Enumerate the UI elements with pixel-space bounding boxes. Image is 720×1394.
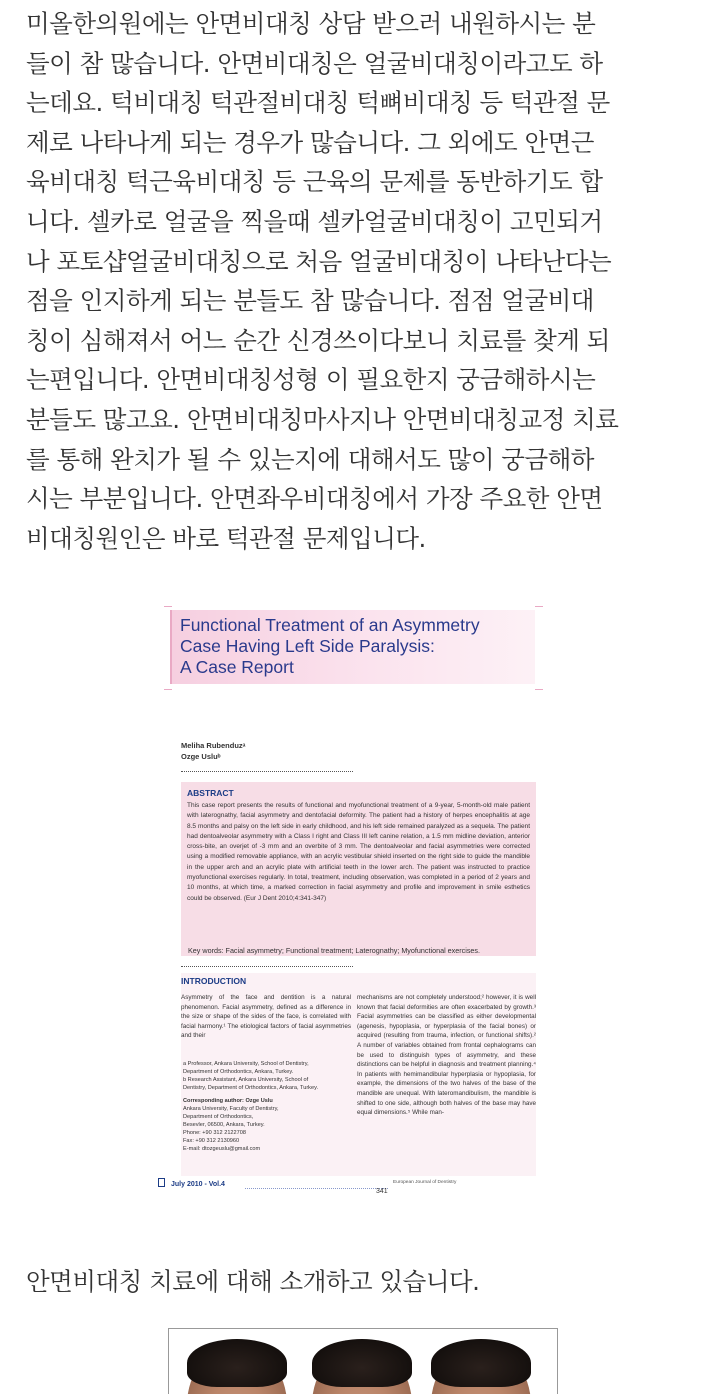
intro-paragraph (26, 4, 700, 558)
footer-issue-text: July 2010 - Vol.4 (171, 1181, 225, 1188)
patient-photos (168, 1328, 558, 1394)
introduction-left-column: Asymmetry of the face and dentition is a natural phenomenon. Facial asymmetry, defined as a difference in the size or shape of the sides of the face, is correlated with facial harmony.¹ The etiological factors of facial asymmetries and their (181, 994, 351, 1040)
affiliation-line: a Professor, Ankara University, School of Dentistry, (183, 1061, 309, 1067)
paper-authors (181, 740, 246, 762)
divider (245, 1188, 388, 1189)
intro-line: 분들도 많고요. 안면비대칭마사지나 안면비대칭교정 치료 (26, 404, 619, 434)
intro-line: 는편입니다. 안면비대칭성형 이 필요한지 궁금해하시는 (26, 365, 596, 395)
affiliations (183, 1060, 351, 1153)
author-name: Ozge Usluᵇ (181, 752, 221, 761)
patient-face-photo (187, 1345, 287, 1394)
paper-title-line: Functional Treatment of an Asymmetry (180, 615, 480, 635)
patient-face-photo (312, 1345, 412, 1394)
intro-line: 시는 부분입니다. 안면좌우비대칭에서 가장 주요한 안면 (26, 484, 603, 514)
divider (181, 771, 353, 772)
correspondence-line: Phone: +90 312 2122708 (183, 1130, 246, 1136)
hair (431, 1339, 531, 1387)
intro-line: 비대칭원인은 바로 턱관절 문제입니다. (26, 523, 426, 553)
correspondence-line: Fax: +90 312 2130960 (183, 1138, 240, 1144)
affiliation-line: b Research Assistant, Ankara University, School of (183, 1077, 309, 1083)
paper-title (180, 615, 480, 678)
introduction-heading: INTRODUCTION (181, 976, 247, 986)
intro-line: 니다. 셀카로 얼굴을 찍을때 셀카얼굴비대칭이 고민되거 (26, 206, 603, 236)
paper-title-line: A Case Report (180, 657, 294, 677)
correspondence-line: Besevler, 06500, Ankara, Turkey. (183, 1122, 265, 1128)
intro-line: 점을 인지하게 되는 분들도 참 많습니다. 점점 얼굴비대 (26, 286, 594, 316)
introduction-right-column: mechanisms are not completely understood;² however, it is well known that facial deformities are often exacerbated by growth.³ Facial asymmetries can be classified as either developmental (agenesis, hypoplasia, or hyperplasia of the facial bones) or acquired (resulting from trauma, infection, or functional shifts).² A number of variables obtained from frontal cephalograms can be used to distinguish types of asymmetry, and these distinctions can be helpful in diagnosis and treatment planning.⁴ In patients with hemimandibular hyperplasia or hypoplasia, for example, the dimensions of the two halves of the base of the mandible are unequal. With lateromandibulism, the mandible is shifted to one side, although both halves of the base may have equal dimensions.⁵ While man- (357, 994, 536, 1117)
correspondence-line: Department of Orthodontics, (183, 1114, 254, 1120)
intro-line: 를 통해 완치가 될 수 있는지에 대해서도 많이 궁금해하 (26, 444, 594, 474)
intro-line: 는데요. 턱비대칭 턱관절비대칭 턱뼈비대칭 등 턱관절 문 (26, 88, 610, 118)
paper-page-number: 341 (376, 1188, 388, 1195)
correspondence-line: Corresponding author: Ozge Uslu (183, 1098, 273, 1104)
intro-line: 나 포토샵얼굴비대칭으로 처음 얼굴비대칭이 나타난다는 (26, 246, 612, 276)
intro-line: 칭이 심해져서 어느 순간 신경쓰이다보니 치료를 찾게 되 (26, 325, 610, 355)
intro-line: 미올한의원에는 안면비대칭 상담 받으러 내원하시는 분 (26, 9, 596, 38)
intro-line: 제로 나타나게 되는 경우가 많습니다. 그 외에도 안면근 (26, 127, 594, 157)
intro-line: 육비대칭 턱근육비대칭 등 근육의 문제를 동반하기도 합 (26, 167, 603, 197)
keywords: Key words: Facial asymmetry; Functional treatment; Laterognathy; Myofunctional exercises. (188, 946, 481, 955)
patient-face-photo (431, 1345, 531, 1394)
hair (187, 1339, 287, 1387)
abstract-box (181, 782, 536, 956)
paper-footer-journal: European Journal of Dentistry (393, 1180, 457, 1185)
abstract-text: This case report presents the results of functional and myofunctional treatment of a 9-year, 5-month-old male patient with laterognathy, facial asymmetry and dentofacial deformity. The patient had a history of herpes encephalitis at age 8.5 months and palsy on the left side in early childhood, and his left side remained paralyzed as a sequela. The patient had dentoalveolar asymmetry with a Class I right and Class III left canine relation, a 1.5 mm midline deviation, anterior cross-bite, an overjet of -3 mm and an overbite of 3 mm. The dentoalveolar and facial asymmetries were corrected using a modified removable appliance, with an acrylic vestibular shield inserted on the right side to guide the mandible in the upper arch and an acrylic plate with artificial teeth in the lower arch. The patient was instructed to practice myofunctional exercises regularly. In total, treatment, including observation, was completed in a period of 2 years and 10 months, at which time, a marked correction in facial asymmetry and profile and improvement in smile esthetics could be observed. (Eur J Dent 2010;4:341-347) (187, 802, 530, 902)
correspondence-line: E-mail: dtozgeuslu@gmail.com (183, 1146, 261, 1152)
paper-title-line: Case Having Left Side Paralysis: (180, 636, 435, 656)
paper-footer-issue (158, 1178, 225, 1188)
correspondence-line: Ankara University, Faculty of Dentistry, (183, 1106, 279, 1112)
affiliation-line: Department of Orthodontics, Ankara, Turkey. (183, 1069, 294, 1075)
author-name: Meliha Rubenduzᵃ (181, 741, 246, 750)
page-marker-icon (158, 1178, 165, 1187)
paper-figure (150, 598, 550, 1210)
abstract-heading: ABSTRACT (187, 788, 234, 798)
intro-line: 들이 참 많습니다. 안면비대칭은 얼굴비대칭이라고도 하 (26, 48, 603, 78)
affiliation-line: Dentistry, Department of Orthodontics, Ankara, Turkey. (183, 1085, 319, 1091)
paper-title-box (170, 610, 535, 684)
hair (312, 1339, 412, 1387)
divider (181, 966, 353, 967)
caption: 안면비대칭 치료에 대해 소개하고 있습니다. (26, 1267, 480, 1296)
